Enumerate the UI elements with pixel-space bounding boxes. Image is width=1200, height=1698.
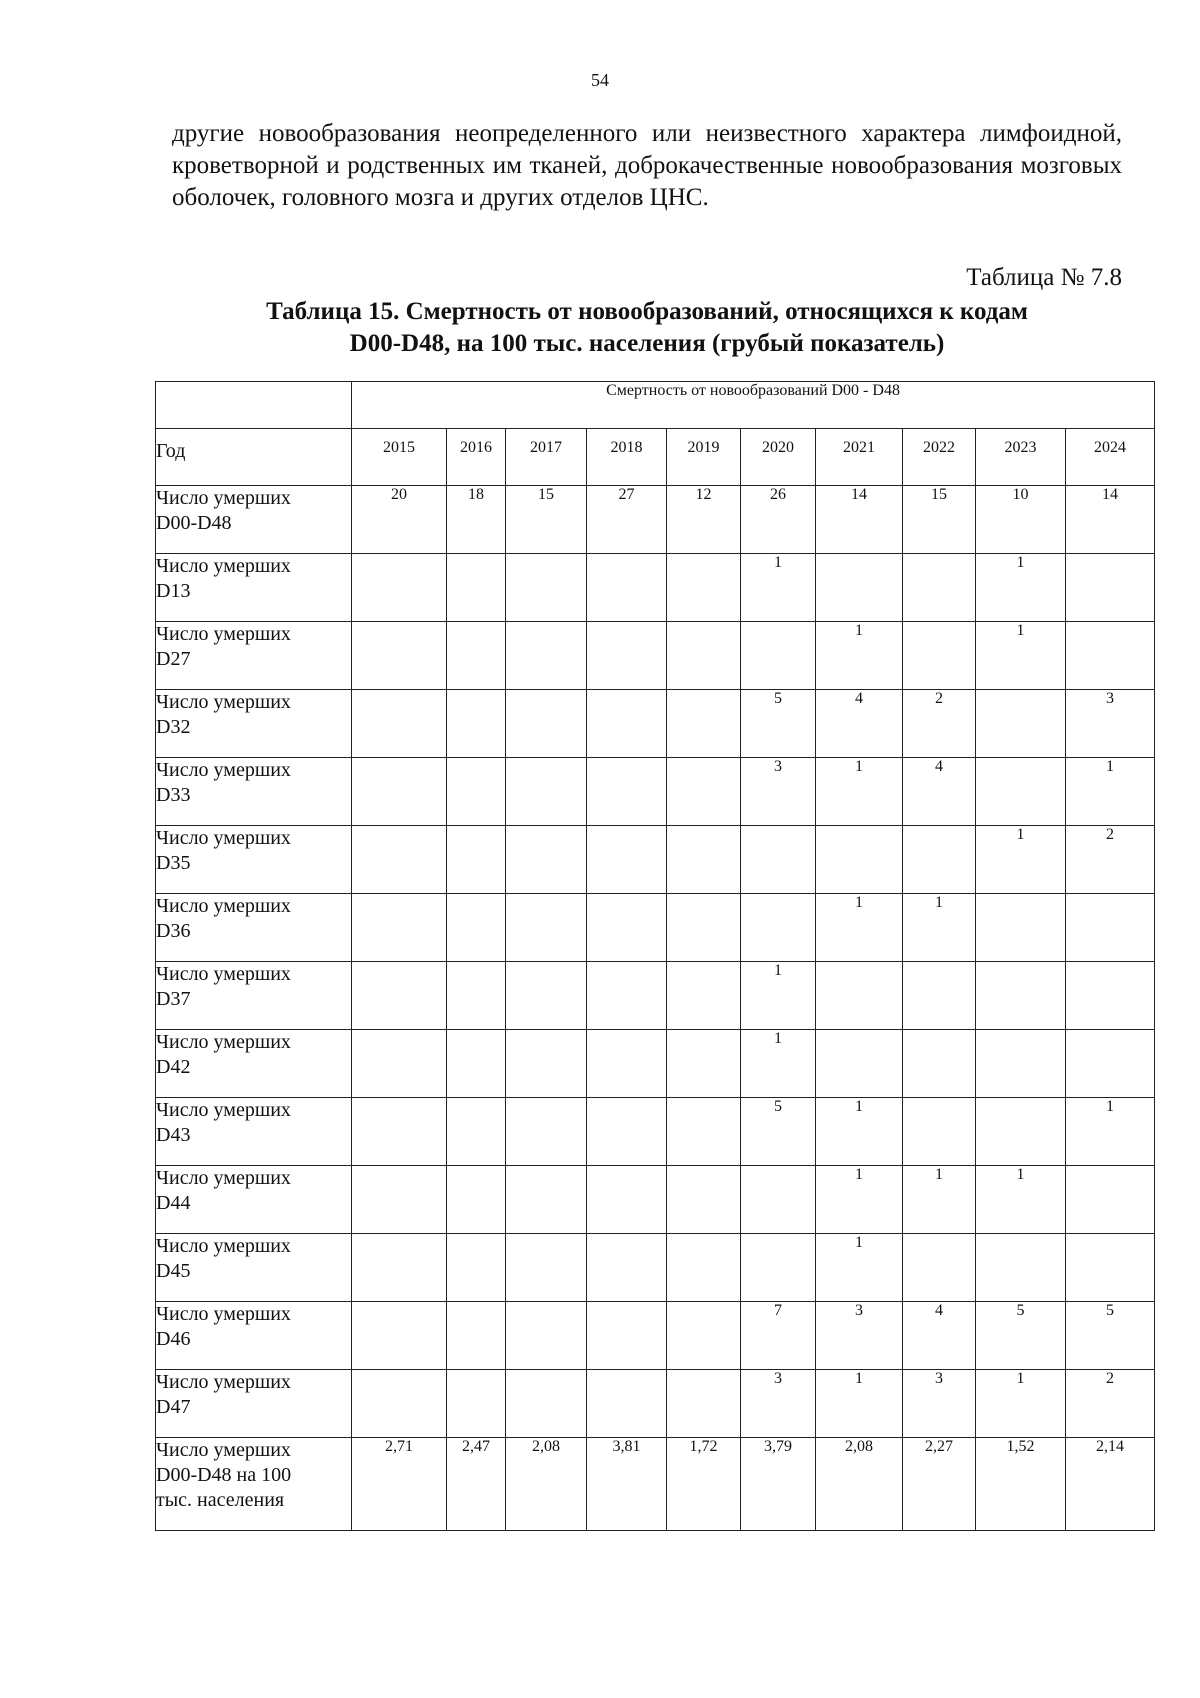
table-cell bbox=[741, 1166, 816, 1234]
row-label-line: D33 bbox=[156, 784, 191, 806]
table-cell bbox=[587, 1166, 667, 1234]
row-label-line: Число умерших bbox=[156, 1303, 291, 1325]
table-cell: 3 bbox=[741, 1370, 816, 1438]
table-cell bbox=[667, 622, 741, 690]
row-label bbox=[156, 826, 352, 894]
table-row bbox=[156, 622, 1155, 690]
table-cell bbox=[447, 758, 506, 826]
row-label-line: D46 bbox=[156, 1328, 191, 1350]
table-cell: 26 bbox=[741, 486, 816, 554]
table-group-header-row bbox=[156, 382, 1155, 429]
table-cell bbox=[587, 826, 667, 894]
table-cell bbox=[506, 1302, 587, 1370]
row-label-line: D13 bbox=[156, 580, 191, 602]
table-cell bbox=[506, 622, 587, 690]
table-cell bbox=[587, 758, 667, 826]
row-label-line: D45 bbox=[156, 1260, 191, 1282]
table-cell: 3 bbox=[816, 1302, 903, 1370]
row-label-line: D43 bbox=[156, 1124, 191, 1146]
table-cell bbox=[741, 622, 816, 690]
table-cell: 4 bbox=[816, 690, 903, 758]
table-cell bbox=[903, 826, 976, 894]
table-cell: 2,14 bbox=[1066, 1438, 1155, 1531]
table-cell: 14 bbox=[816, 486, 903, 554]
table-cell bbox=[741, 1234, 816, 1302]
table-cell bbox=[587, 1030, 667, 1098]
table-cell: 20 bbox=[352, 486, 447, 554]
table-cell bbox=[976, 894, 1066, 962]
row-label-line: D32 bbox=[156, 716, 191, 738]
table-cell: 10 bbox=[976, 486, 1066, 554]
table-cell: 1 bbox=[816, 1234, 903, 1302]
table-cell: 1 bbox=[903, 894, 976, 962]
row-label-line: D27 bbox=[156, 648, 191, 670]
row-label bbox=[156, 1438, 352, 1531]
table-cell: 2 bbox=[1066, 826, 1155, 894]
table-cell bbox=[1066, 962, 1155, 1030]
table-cell bbox=[352, 622, 447, 690]
table-cell bbox=[587, 1098, 667, 1166]
row-label-line: Число умерших bbox=[156, 759, 291, 781]
table-cell bbox=[976, 962, 1066, 1030]
table-cell: 3,81 bbox=[587, 1438, 667, 1531]
year-header-cell: 2023 bbox=[976, 429, 1066, 486]
table-cell bbox=[667, 1234, 741, 1302]
table-cell bbox=[447, 962, 506, 1030]
table-cell bbox=[903, 622, 976, 690]
table-cell: 4 bbox=[903, 758, 976, 826]
year-header-cell: 2016 bbox=[447, 429, 506, 486]
table-cell bbox=[506, 1098, 587, 1166]
table-cell: 5 bbox=[741, 1098, 816, 1166]
table-cell bbox=[506, 554, 587, 622]
table-cell bbox=[587, 1302, 667, 1370]
row-label-line: Число умерших bbox=[156, 1031, 291, 1053]
table-title-line-1: Таблица 15. Смертность от новообразований, относящихся к кодам bbox=[266, 298, 1028, 325]
row-label bbox=[156, 1370, 352, 1438]
table-cell bbox=[1066, 1166, 1155, 1234]
table-cell bbox=[1066, 1234, 1155, 1302]
mortality-table bbox=[155, 381, 1155, 1531]
table-cell bbox=[352, 1098, 447, 1166]
table-cell bbox=[903, 1234, 976, 1302]
table-cell bbox=[352, 826, 447, 894]
table-cell: 1 bbox=[816, 1370, 903, 1438]
table-cell bbox=[667, 962, 741, 1030]
table-cell: 1 bbox=[1066, 1098, 1155, 1166]
table-cell bbox=[1066, 894, 1155, 962]
table-cell bbox=[352, 690, 447, 758]
row-label-line: D44 bbox=[156, 1192, 191, 1214]
table-cell: 1 bbox=[741, 554, 816, 622]
table-cell: 2,08 bbox=[506, 1438, 587, 1531]
table-row bbox=[156, 486, 1155, 554]
row-label-line: D00-D48 bbox=[156, 512, 232, 534]
row-label-line: Число умерших bbox=[156, 895, 291, 917]
table-cell bbox=[447, 1234, 506, 1302]
table-cell bbox=[506, 826, 587, 894]
table-cell bbox=[903, 962, 976, 1030]
table-cell bbox=[587, 622, 667, 690]
table-row bbox=[156, 1438, 1155, 1531]
table-cell: 1 bbox=[816, 1098, 903, 1166]
row-label-line: D36 bbox=[156, 920, 191, 942]
row-label-line: D00-D48 на 100 bbox=[156, 1464, 292, 1486]
table-cell: 15 bbox=[506, 486, 587, 554]
table-cell bbox=[352, 1030, 447, 1098]
table-cell: 1 bbox=[1066, 758, 1155, 826]
table-cell: 1 bbox=[816, 622, 903, 690]
table-cell bbox=[447, 1098, 506, 1166]
table-cell bbox=[506, 1030, 587, 1098]
table-cell bbox=[667, 690, 741, 758]
year-label: Год bbox=[156, 429, 352, 486]
table-cell: 4 bbox=[903, 1302, 976, 1370]
table-cell: 3 bbox=[1066, 690, 1155, 758]
table-cell bbox=[447, 690, 506, 758]
row-label bbox=[156, 962, 352, 1030]
table-cell bbox=[667, 1370, 741, 1438]
table-cell bbox=[506, 1166, 587, 1234]
table-cell bbox=[506, 690, 587, 758]
row-label bbox=[156, 1030, 352, 1098]
row-label bbox=[156, 486, 352, 554]
table-cell: 15 bbox=[903, 486, 976, 554]
table-cell bbox=[741, 826, 816, 894]
table-cell bbox=[1066, 554, 1155, 622]
row-label bbox=[156, 894, 352, 962]
table-cell: 2,47 bbox=[447, 1438, 506, 1531]
table-cell bbox=[667, 758, 741, 826]
table-cell: 3 bbox=[741, 758, 816, 826]
table-cell: 2,08 bbox=[816, 1438, 903, 1531]
table-cell: 7 bbox=[741, 1302, 816, 1370]
table-cell bbox=[447, 1030, 506, 1098]
intro-paragraph: другие новообразования неопределенного или неизвестного характера лимфоидной, кроветворной и родственных им тканей, доброкачественные новообразования мозговых оболочек, головного мозга и других отделов ЦНС. bbox=[172, 120, 1122, 211]
year-header-cell: 2015 bbox=[352, 429, 447, 486]
table-cell bbox=[506, 894, 587, 962]
table-row bbox=[156, 826, 1155, 894]
table-cell bbox=[506, 758, 587, 826]
table-cell: 3,79 bbox=[741, 1438, 816, 1531]
table-row bbox=[156, 1302, 1155, 1370]
table-row bbox=[156, 1370, 1155, 1438]
table-cell bbox=[816, 554, 903, 622]
table-cell bbox=[506, 1234, 587, 1302]
table-cell bbox=[1066, 622, 1155, 690]
table-cell: 1,52 bbox=[976, 1438, 1066, 1531]
row-label-line: Число умерших bbox=[156, 1235, 291, 1257]
table-row bbox=[156, 962, 1155, 1030]
row-label-line: D42 bbox=[156, 1056, 191, 1078]
table-cell: 1 bbox=[903, 1166, 976, 1234]
table-cell bbox=[587, 894, 667, 962]
table-cell bbox=[352, 1166, 447, 1234]
table-cell bbox=[976, 758, 1066, 826]
table-cell bbox=[667, 1030, 741, 1098]
row-label bbox=[156, 1098, 352, 1166]
table-cell bbox=[976, 1234, 1066, 1302]
row-label bbox=[156, 1302, 352, 1370]
row-label-line: Число умерших bbox=[156, 487, 291, 509]
table-cell bbox=[976, 690, 1066, 758]
table-cell bbox=[352, 1302, 447, 1370]
row-label-line: Число умерших bbox=[156, 691, 291, 713]
table-cell bbox=[506, 962, 587, 1030]
row-label-line: Число умерших bbox=[156, 1167, 291, 1189]
year-header-cell: 2021 bbox=[816, 429, 903, 486]
table-cell bbox=[903, 1030, 976, 1098]
table-cell: 2 bbox=[1066, 1370, 1155, 1438]
table-cell: 18 bbox=[447, 486, 506, 554]
table-cell: 1 bbox=[741, 962, 816, 1030]
table-cell bbox=[667, 1098, 741, 1166]
table-row bbox=[156, 1030, 1155, 1098]
table-cell: 1 bbox=[976, 1370, 1066, 1438]
table-cell bbox=[741, 894, 816, 962]
row-label-line: Число умерших bbox=[156, 1439, 291, 1461]
row-label-line: Число умерших bbox=[156, 623, 291, 645]
table-cell: 1,72 bbox=[667, 1438, 741, 1531]
year-header-cell: 2022 bbox=[903, 429, 976, 486]
table-cell bbox=[667, 1302, 741, 1370]
table-cell: 27 bbox=[587, 486, 667, 554]
table-cell: 5 bbox=[1066, 1302, 1155, 1370]
table-row bbox=[156, 1234, 1155, 1302]
row-label-line: Число умерших bbox=[156, 827, 291, 849]
table-cell bbox=[447, 894, 506, 962]
table-cell bbox=[447, 1166, 506, 1234]
year-header-cell: 2020 bbox=[741, 429, 816, 486]
table-cell: 5 bbox=[741, 690, 816, 758]
table-cell bbox=[352, 894, 447, 962]
table-cell: 1 bbox=[976, 1166, 1066, 1234]
row-label-line: D37 bbox=[156, 988, 191, 1010]
table-cell: 1 bbox=[741, 1030, 816, 1098]
table-cell bbox=[506, 1370, 587, 1438]
table-cell bbox=[667, 554, 741, 622]
table-cell bbox=[976, 1098, 1066, 1166]
table-cell bbox=[1066, 1030, 1155, 1098]
year-header-cell: 2024 bbox=[1066, 429, 1155, 486]
table-cell: 1 bbox=[976, 826, 1066, 894]
year-header-cell: 2017 bbox=[506, 429, 587, 486]
table-cell: 1 bbox=[816, 1166, 903, 1234]
table-title-line-2: D00-D48, на 100 тыс. населения (грубый показатель) bbox=[349, 330, 945, 357]
table-cell bbox=[903, 554, 976, 622]
table-cell bbox=[447, 554, 506, 622]
row-label bbox=[156, 554, 352, 622]
row-label bbox=[156, 690, 352, 758]
table-cell bbox=[587, 962, 667, 1030]
table-cell bbox=[447, 622, 506, 690]
table-cell bbox=[352, 1234, 447, 1302]
table-cell bbox=[352, 1370, 447, 1438]
table-cell bbox=[667, 1166, 741, 1234]
row-label-line: Число умерших bbox=[156, 1371, 291, 1393]
table-cell bbox=[587, 690, 667, 758]
page-number: 54 bbox=[591, 70, 609, 90]
table-cell bbox=[667, 826, 741, 894]
row-label-line: D47 bbox=[156, 1396, 191, 1418]
table-row bbox=[156, 758, 1155, 826]
table-cell bbox=[587, 554, 667, 622]
year-header-cell: 2018 bbox=[587, 429, 667, 486]
table-cell: 2,27 bbox=[903, 1438, 976, 1531]
table-cell bbox=[447, 1370, 506, 1438]
table-cell bbox=[816, 826, 903, 894]
table-cell: 1 bbox=[976, 554, 1066, 622]
table-row bbox=[156, 1098, 1155, 1166]
table-row bbox=[156, 690, 1155, 758]
table-cell: 1 bbox=[976, 622, 1066, 690]
table-cell bbox=[352, 962, 447, 1030]
table-cell: 2,71 bbox=[352, 1438, 447, 1531]
row-label-line: Число умерших bbox=[156, 555, 291, 577]
table-cell bbox=[816, 1030, 903, 1098]
table-cell bbox=[587, 1234, 667, 1302]
group-header: Смертность от новообразований D00 - D48 bbox=[352, 382, 1155, 429]
table-cell bbox=[352, 554, 447, 622]
table-cell: 2 bbox=[903, 690, 976, 758]
year-header-cell: 2019 bbox=[667, 429, 741, 486]
row-label-line: D35 bbox=[156, 852, 191, 874]
table-row bbox=[156, 1166, 1155, 1234]
table-cell bbox=[587, 1370, 667, 1438]
table-cell: 12 bbox=[667, 486, 741, 554]
row-label bbox=[156, 1234, 352, 1302]
table-cell bbox=[667, 894, 741, 962]
table-cell: 1 bbox=[816, 758, 903, 826]
table-cell: 14 bbox=[1066, 486, 1155, 554]
row-label bbox=[156, 622, 352, 690]
row-label-line: Число умерших bbox=[156, 963, 291, 985]
table-corner-cell bbox=[156, 382, 352, 429]
table-number: Таблица № 7.8 bbox=[966, 264, 1122, 291]
row-label-line: Число умерших bbox=[156, 1099, 291, 1121]
table-cell: 1 bbox=[816, 894, 903, 962]
table-cell bbox=[352, 758, 447, 826]
table-cell: 5 bbox=[976, 1302, 1066, 1370]
row-label-line: тыс. населения bbox=[156, 1489, 285, 1511]
table-cell bbox=[447, 1302, 506, 1370]
table-cell: 3 bbox=[903, 1370, 976, 1438]
table-title bbox=[172, 296, 1122, 360]
row-label bbox=[156, 758, 352, 826]
table-cell bbox=[816, 962, 903, 1030]
table-cell bbox=[976, 1030, 1066, 1098]
table-cell bbox=[903, 1098, 976, 1166]
table-cell bbox=[447, 826, 506, 894]
table-row bbox=[156, 554, 1155, 622]
row-label bbox=[156, 1166, 352, 1234]
table-year-header-row bbox=[156, 429, 1155, 486]
table-row bbox=[156, 894, 1155, 962]
